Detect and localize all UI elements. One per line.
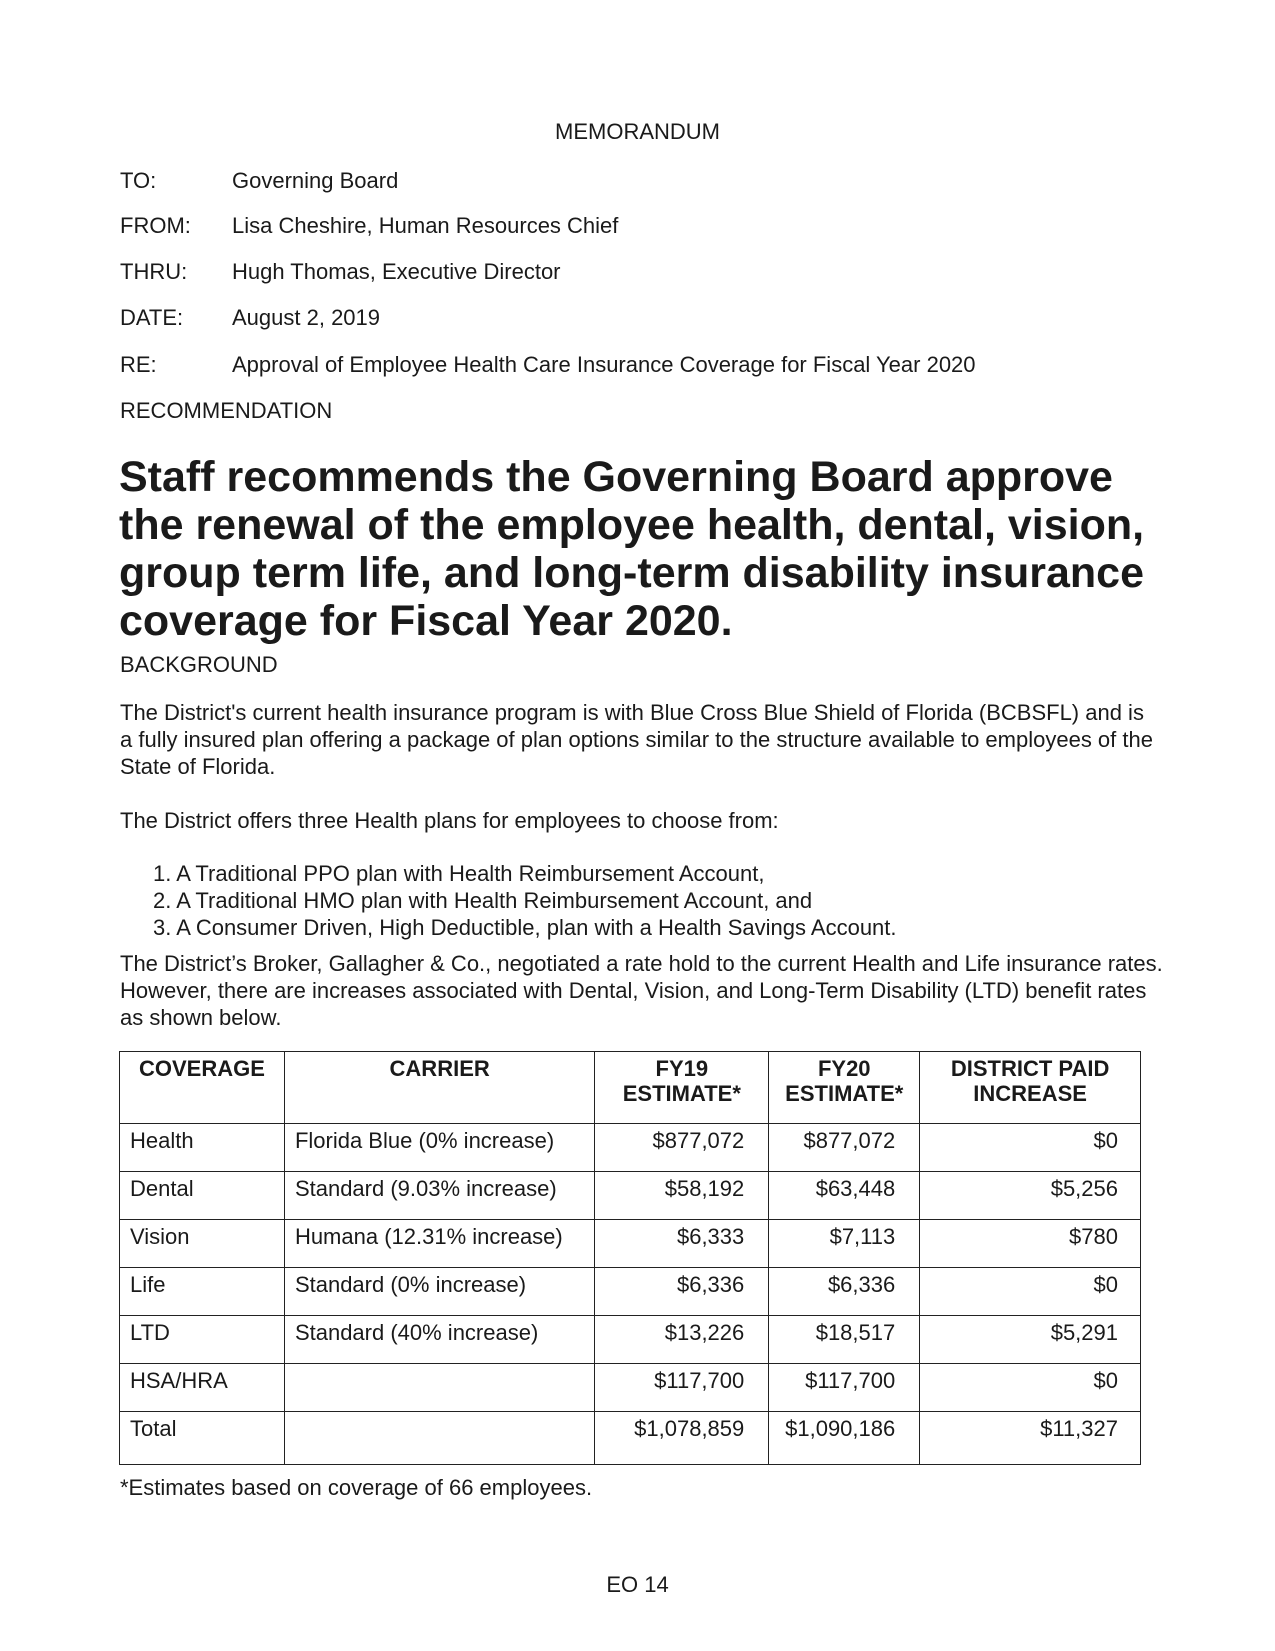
fy19-cell: $6,333 — [595, 1220, 769, 1268]
table-total-row — [120, 1412, 1141, 1465]
background-heading: BACKGROUND — [120, 652, 278, 677]
fy19-cell: $117,700 — [595, 1364, 769, 1412]
increase-cell: $0 — [920, 1124, 1141, 1172]
table-row — [120, 1364, 1141, 1412]
recommendation-text: Staff recommends the Governing Board approve the renewal of the employee health, dental, vision, group term life, and long-term disability insurance coverage for Fiscal Year 2020. — [119, 453, 1145, 645]
header-coverage: COVERAGE — [120, 1052, 285, 1124]
background-paragraph-1: The District's current health insurance program is with Blue Cross Blue Shield of Florida (BCBSFL) and is a fully insured plan offering a package of plan options similar to the structure available to employees of the State of Florida. — [120, 700, 1153, 779]
background-paragraph-2: The District offers three Health plans for employees to choose from: — [120, 808, 779, 833]
from-value: Lisa Cheshire, Human Resources Chief — [232, 213, 619, 238]
table-row — [120, 1172, 1141, 1220]
fy20-cell: $117,700 — [769, 1364, 920, 1412]
thru-line — [120, 259, 561, 285]
coverage-cell: Life — [120, 1268, 285, 1316]
from-line — [120, 213, 618, 239]
increase-cell: $780 — [920, 1220, 1141, 1268]
coverage-table — [119, 1051, 1141, 1465]
table-row — [120, 1268, 1141, 1316]
table-header-row — [120, 1052, 1141, 1124]
table-footnote: *Estimates based on coverage of 66 employees. — [120, 1475, 593, 1500]
coverage-cell: LTD — [120, 1316, 285, 1364]
recommendation-heading: RECOMMENDATION — [120, 398, 333, 423]
re-label: RE: — [120, 352, 157, 377]
thru-value: Hugh Thomas, Executive Director — [232, 259, 561, 284]
carrier-cell: Florida Blue (0% increase) — [284, 1124, 594, 1172]
fy20-cell: $18,517 — [769, 1316, 920, 1364]
to-value: Governing Board — [232, 168, 399, 193]
to-label: TO: — [120, 168, 157, 193]
thru-label: THRU: — [120, 259, 188, 284]
fy20-cell: $1,090,186 — [769, 1412, 920, 1465]
header-fy19-estimate: FY19 ESTIMATE* — [595, 1052, 769, 1124]
increase-cell: $0 — [920, 1268, 1141, 1316]
from-label: FROM: — [120, 213, 191, 238]
carrier-cell: Standard (40% increase) — [284, 1316, 594, 1364]
fy19-cell: $13,226 — [595, 1316, 769, 1364]
header-district-paid-increase: DISTRICT PAID INCREASE — [920, 1052, 1141, 1124]
table-row — [120, 1316, 1141, 1364]
memo-title: MEMORANDUM — [555, 119, 720, 144]
fy19-cell: $1,078,859 — [595, 1412, 769, 1465]
date-value: August 2, 2019 — [232, 305, 381, 330]
re-line — [120, 352, 976, 378]
coverage-cell: Vision — [120, 1220, 285, 1268]
coverage-cell: HSA/HRA — [120, 1364, 285, 1412]
health-plan-list — [120, 860, 897, 941]
date-label: DATE: — [120, 305, 184, 330]
increase-cell: $5,291 — [920, 1316, 1141, 1364]
fy19-cell: $877,072 — [595, 1124, 769, 1172]
carrier-cell: Standard (9.03% increase) — [284, 1172, 594, 1220]
re-value: Approval of Employee Health Care Insurance Coverage for Fiscal Year 2020 — [232, 352, 976, 377]
increase-cell: $0 — [920, 1364, 1141, 1412]
fy20-cell: $63,448 — [769, 1172, 920, 1220]
date-line — [120, 305, 380, 331]
increase-cell: $11,327 — [920, 1412, 1141, 1465]
table-row — [120, 1124, 1141, 1172]
header-fy20-estimate: FY20 ESTIMATE* — [769, 1052, 920, 1124]
fy20-cell: $877,072 — [769, 1124, 920, 1172]
coverage-cell: Total — [120, 1412, 285, 1465]
coverage-cell: Health — [120, 1124, 285, 1172]
page-number: EO 14 — [606, 1572, 669, 1597]
carrier-cell: Humana (12.31% increase) — [284, 1220, 594, 1268]
fy20-cell: $6,336 — [769, 1268, 920, 1316]
list-item: 1. A Traditional PPO plan with Health Reimbursement Account, — [153, 861, 765, 886]
fy19-cell: $58,192 — [595, 1172, 769, 1220]
coverage-cell: Dental — [120, 1172, 285, 1220]
fy20-cell: $7,113 — [769, 1220, 920, 1268]
carrier-cell: Standard (0% increase) — [284, 1268, 594, 1316]
to-line — [120, 168, 398, 194]
background-paragraph-3: The District’s Broker, Gallagher & Co., negotiated a rate hold to the current Health and Life insurance rates. However, there are increases associated with Dental, Vision, and Long-Term Disability (LTD) benefit rates as shown below. — [120, 951, 1163, 1030]
table-row — [120, 1220, 1141, 1268]
header-carrier: CARRIER — [284, 1052, 594, 1124]
list-item: 2. A Traditional HMO plan with Health Reimbursement Account, and — [153, 888, 813, 913]
carrier-cell — [284, 1412, 594, 1465]
list-item: 3. A Consumer Driven, High Deductible, plan with a Health Savings Account. — [153, 915, 897, 940]
fy19-cell: $6,336 — [595, 1268, 769, 1316]
increase-cell: $5,256 — [920, 1172, 1141, 1220]
carrier-cell — [284, 1364, 594, 1412]
